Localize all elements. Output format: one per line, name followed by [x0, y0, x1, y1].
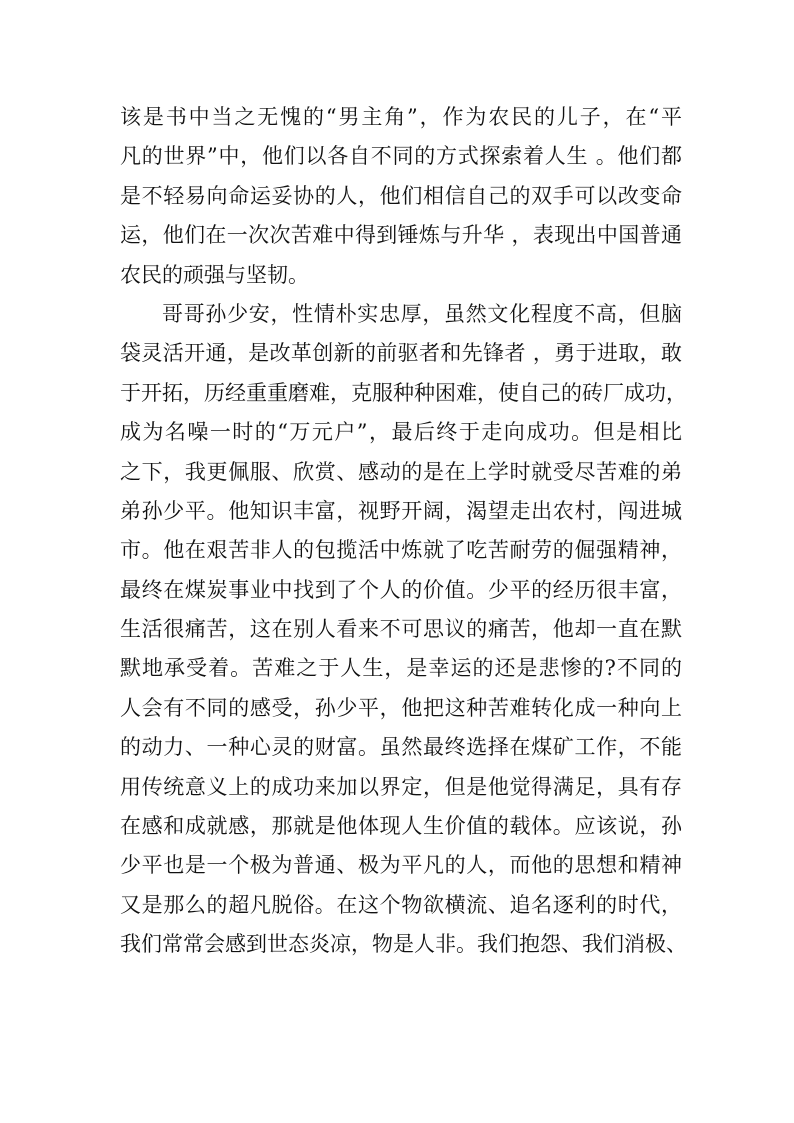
text-line: 该是书中当之无愧的“男主角”，作为农民的儿子，在“平 — [120, 105, 682, 129]
text-line: 人会有不同的感受，孙少平，他把这种苦难转化成一种向上 — [120, 695, 682, 720]
text-line: 运，他们在一次次苦难中得到锤炼与升华 ，表现出中国普通 — [120, 223, 682, 248]
text-line: 于开拓，历经重重磨难，克服种种困难，使自己的砖厂成功， — [120, 380, 687, 405]
text-line: 哥哥孙少安，性情朴实忠厚，虽然文化程度不高，但脑 — [162, 301, 682, 326]
text-line: 之下，我更佩服、欣赏、感动的是在上学时就受尽苦难的弟 — [120, 459, 682, 484]
text-line: 又是那么的超凡脱俗。在这个物欲横流、追名逐利的时代， — [120, 892, 682, 917]
text-line: 市。他在艰苦非人的包揽活中炼就了吃苦耐劳的倔强精神， — [120, 538, 682, 563]
text-line: 凡的世界”中，他们以各自不同的方式探索着人生 。他们都 — [120, 144, 682, 169]
text-line: 弟孙少平。他知识丰富，视野开阔，渴望走出农村，闯进城 — [120, 498, 682, 523]
text-line: 默地承受着。苦难之于人生，是幸运的还是悲惨的?不同的 — [120, 656, 682, 681]
text-line: 在感和成就感，那就是他体现人生价值的载体。应该说，孙 — [120, 814, 682, 839]
text-line: 成为名噪一时的“万元户”，最后终于走向成功。但是相比 — [120, 420, 682, 445]
text-line: 的动力、一种心灵的财富。虽然最终选择在煤矿工作，不能 — [120, 735, 682, 760]
text-line: 生活很痛苦，这在别人看来不可思议的痛苦，他却一直在默 — [120, 617, 682, 642]
text-line: 农民的顽强与坚韧。 — [120, 262, 309, 287]
text-line: 最终在煤炭事业中找到了个人的价值。少平的经历很丰富， — [120, 577, 682, 602]
body-text — [120, 98, 687, 965]
text-line: 用传统意义上的成功来加以界定，但是他觉得满足，具有存 — [120, 774, 682, 799]
text-line: 少平也是一个极为普通、极为平凡的人，而他的思想和精神 — [120, 853, 682, 878]
text-line: 我们常常会感到世态炎凉，物是人非。我们抱怨、我们消极、 — [120, 932, 687, 957]
text-line: 袋灵活开通，是改革创新的前驱者和先锋者 ，勇于进取，敢 — [120, 341, 682, 366]
text-line: 是不轻易向命运妥协的人，他们相信自己的双手可以改变命 — [120, 183, 682, 208]
